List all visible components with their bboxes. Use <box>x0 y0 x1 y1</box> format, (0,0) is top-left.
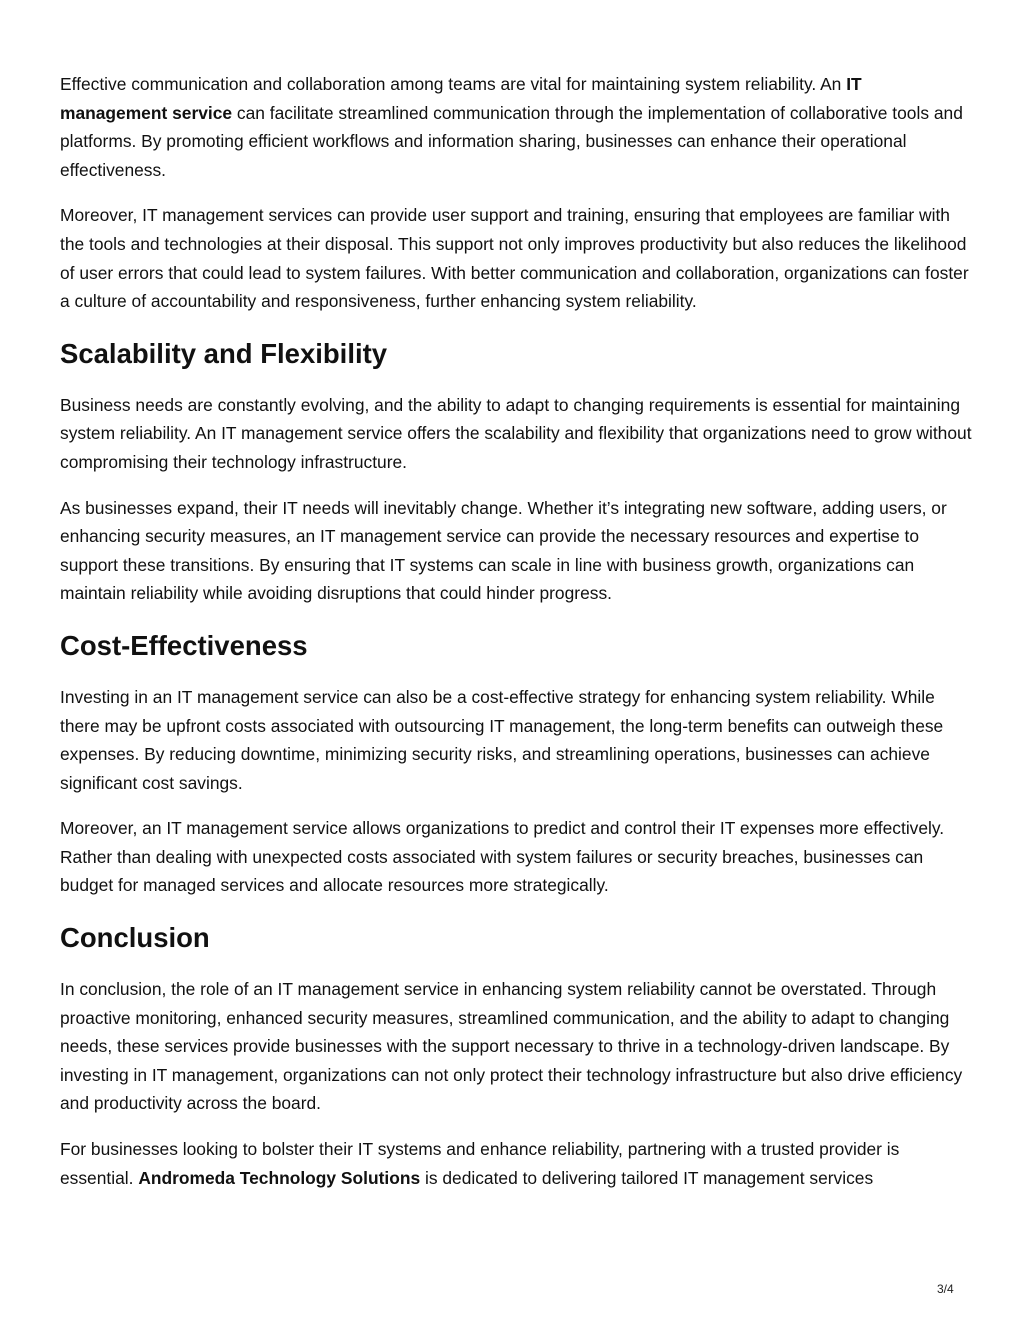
text-segment: As businesses expand, their IT needs will inevitably change. Whether it’s integrating new software, adding users, or enhancing security measures, an IT management service can provide the necessary resources and expertise to support these transitions. By ensuring that IT systems can scale in line with business growth, organizations can maintain reliability while avoiding disruptions that could hinder progress. <box>60 497 947 604</box>
paragraph <box>60 683 972 797</box>
section-heading: Conclusion <box>60 922 210 954</box>
text-segment: Business needs are constantly evolving, and the ability to adapt to changing requirements is essential for maintaining system reliability. An IT management service offers the scalability and flexibility that organizations need to grow without compromising their technology infrastructure. <box>60 394 972 472</box>
bold-term-company-name: Andromeda Technology Solutions <box>138 1167 421 1188</box>
text-segment: Investing in an IT management service can also be a cost-effective strategy for enhancing system reliability. While there may be upfront costs associated with outsourcing IT management, the long-term benefits can outweigh these expenses. By reducing downtime, minimizing security risks, and streamlining operations, businesses can achieve significant cost savings. <box>60 686 944 793</box>
paragraph <box>60 1135 972 1192</box>
paragraph <box>60 975 972 1118</box>
text-segment: Moreover, an IT management service allows organizations to predict and control their IT expenses more effectively. Rather than dealing with unexpected costs associated with system failures or security breaches, businesses can budget for managed services and allocate resources more strategically. <box>60 818 945 896</box>
paragraph <box>60 814 972 900</box>
text-segment: For businesses looking to bolster their IT systems and enhance reliability, partnering with a trusted provider is essential. <box>60 1139 900 1188</box>
page-number: 3/4 <box>937 1282 954 1296</box>
section-communication <box>60 70 972 316</box>
section-heading: Scalability and Flexibility <box>60 337 388 369</box>
text-segment: is dedicated to delivering tailored IT management services <box>420 1167 874 1188</box>
section-scalability <box>60 337 972 608</box>
paragraph <box>60 201 972 315</box>
section-heading: Cost-Effectiveness <box>60 629 308 661</box>
text-segment: can facilitate streamlined communication through the implementation of collaborative tools and platforms. By promoting efficient workflows and information sharing, businesses can enhance their operational effectiveness. <box>60 102 963 180</box>
paragraph <box>60 494 972 608</box>
section-cost-effectiveness <box>60 629 972 900</box>
section-conclusion <box>60 921 972 1192</box>
paragraph <box>60 70 972 184</box>
text-segment: Moreover, IT management services can provide user support and training, ensuring that employees are familiar with the tools and technologies at their disposal. This support not only improves productivity but also reduces the likelihood of user errors that could lead to system failures. With better communication and collaboration, organizations can foster a culture of accountability and responsiveness, further enhancing system reliability. <box>60 205 969 312</box>
text-segment: Effective communication and collaboration among teams are vital for maintaining system reliability. An <box>60 74 847 94</box>
text-segment: In conclusion, the role of an IT management service in enhancing system reliability cannot be overstated. Through proactive monitoring, enhanced security measures, streamlined communication, and the ability to adapt to changing needs, these services provide businesses with the support necessary to thrive in a technology-driven landscape. By investing in IT management, organizations can not only protect their technology infrastructure but also drive efficiency and productivity across the board. <box>60 979 963 1114</box>
paragraph <box>60 391 972 477</box>
document-page <box>60 70 972 1209</box>
bold-term-it-management-service: IT management service <box>60 74 862 123</box>
